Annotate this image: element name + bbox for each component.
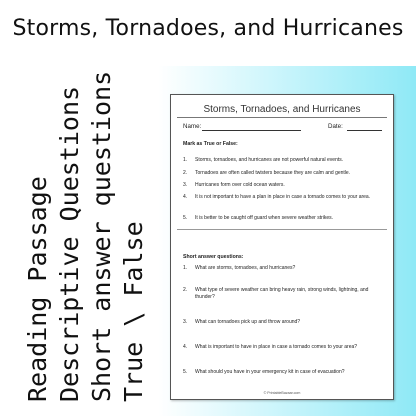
feature-short-answer: Short answer questions [87, 70, 116, 402]
short-answer-heading: Short answer questions: [183, 254, 244, 260]
item-text: Storms, tornadoes, and hurricanes are not powerful natural events. [195, 157, 344, 163]
item-number: 4. [183, 194, 188, 200]
item-number: 1. [183, 157, 188, 163]
worksheet-preview [170, 94, 394, 400]
item-number: 5. [183, 369, 188, 375]
item-text: What are storms, tornadoes, and hurricanes? [195, 265, 296, 271]
item-text: What type of severe weather can bring heavy rain, strong winds, lightning, and thunder? [195, 287, 369, 300]
item-number: 2. [183, 170, 188, 176]
item-number: 3. [183, 182, 188, 188]
item-number: 5. [183, 215, 188, 221]
name-line [202, 130, 301, 131]
date-line [347, 130, 382, 131]
item-text: What can tornadoes pick up and throw around? [195, 319, 301, 325]
item-text: Hurricanes form over cold ocean waters. [195, 182, 285, 188]
date-label: Date: [328, 123, 343, 130]
feature-descriptive-questions: Descriptive Questions [55, 85, 84, 402]
item-number: 2. [183, 287, 188, 293]
item-number: 3. [183, 319, 188, 325]
name-label: Name: [183, 123, 202, 130]
worksheet-title: Storms, Tornadoes, and Hurricanes [203, 104, 361, 115]
item-text: Tornadoes are often called twisters because they are calm and gentle. [195, 170, 351, 176]
item-text: What is important to have in place in case a tornado comes to your area? [195, 344, 358, 350]
item-number: 4. [183, 344, 188, 350]
divider [177, 117, 387, 118]
item-number: 1. [183, 265, 188, 271]
true-false-heading: Mark as True or False: [183, 141, 238, 147]
copyright-footer: © PrintableBazaar.com [263, 391, 301, 395]
divider [177, 229, 387, 230]
item-text: It is better to be caught off guard when severe weather strikes. [195, 215, 334, 221]
item-text: What should you have in your emergency kit in case of evacuation? [195, 369, 345, 375]
feature-reading-passage: Reading Passage [23, 176, 52, 402]
feature-true-false: True \ False [119, 221, 148, 402]
item-text: It is not important to have a plan in place in case a tornado comes to your area. [195, 194, 371, 200]
page-title: Storms, Tornadoes, and Hurricanes [12, 16, 404, 41]
vertical-feature-list [22, 70, 150, 402]
